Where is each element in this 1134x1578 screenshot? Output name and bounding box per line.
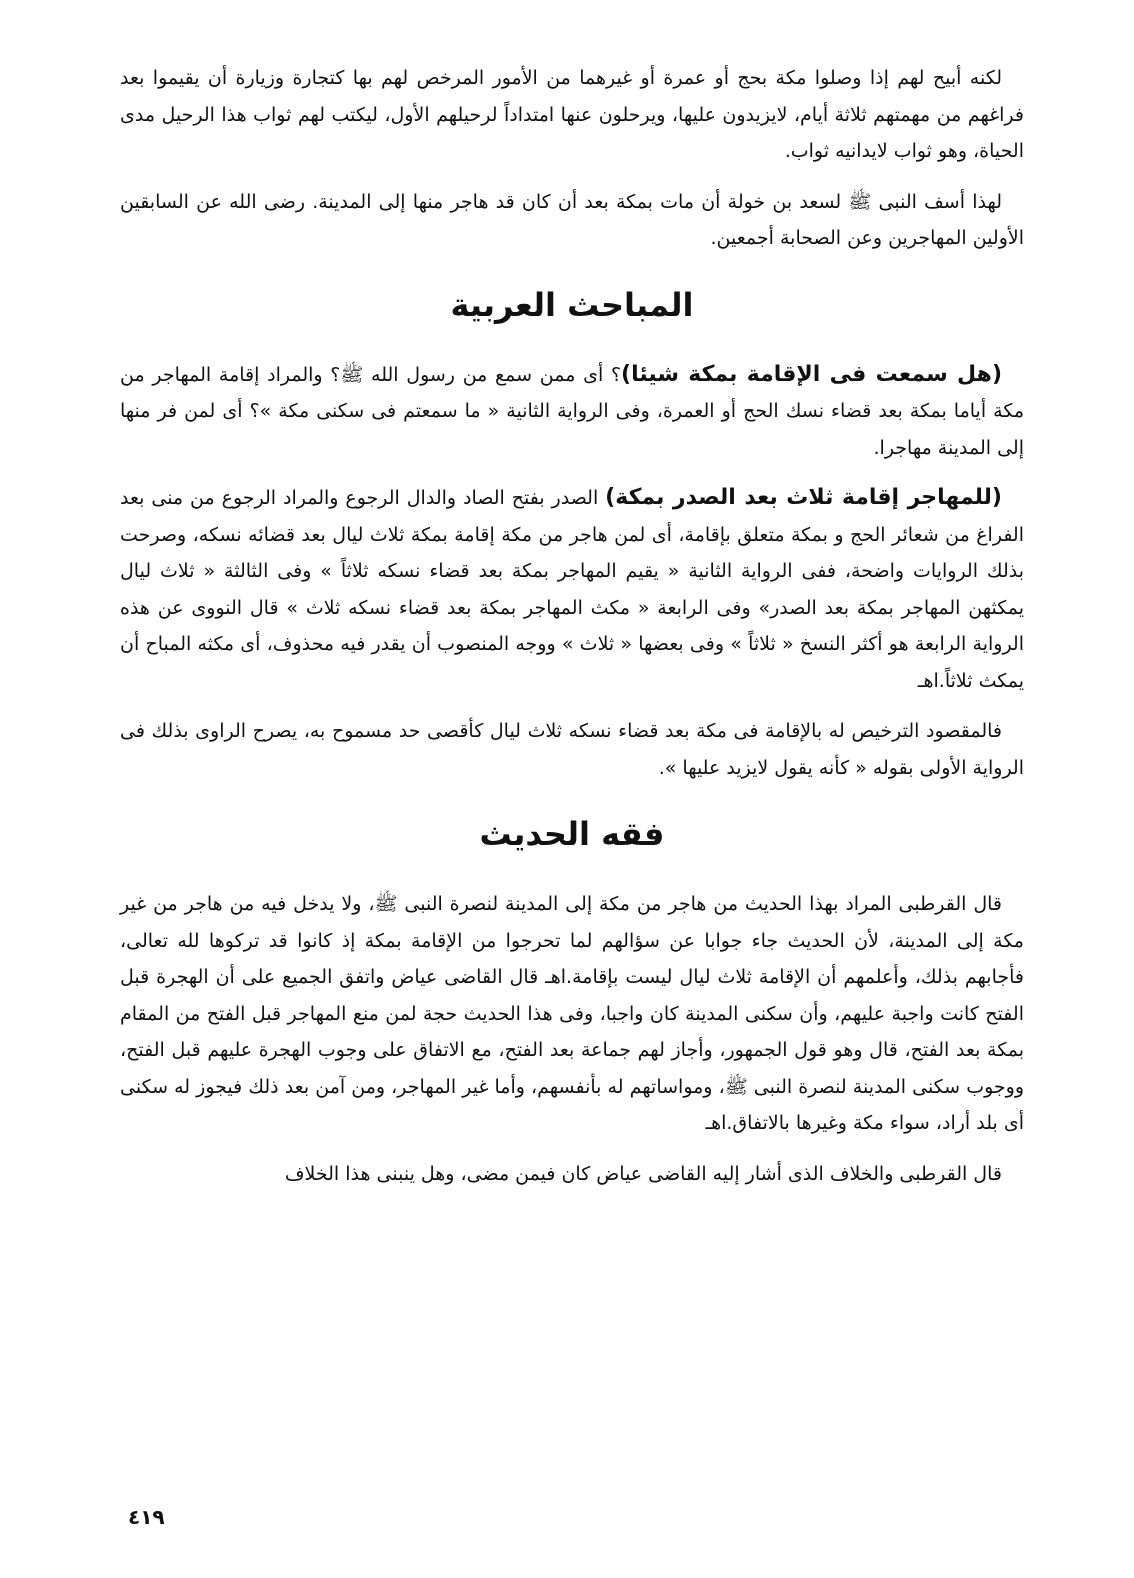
section-heading-hadith-jurisprudence: فقه الحديث — [479, 815, 665, 853]
paragraph-text: ؟ أى ممن سمع من رسول الله ﷺ؟ والمراد إقامة المهاجر من مكة أياما بمكة بعد قضاء نسك الحج أو العمرة، وفى الرواية الثانية « ما سمعتم فى سكنى مكة »؟ أى لمن فر منها إلى المدينة مهاجرا. — [120, 363, 1024, 459]
section2-paragraph-1 — [120, 886, 1024, 1142]
section-heading-arabic-topics: المباحث العربية — [450, 285, 694, 324]
paragraph-text: لهذا أسف النبى ﷺ لسعد بن خولة أن مات بمكة بعد أن كان قد هاجر منها إلى المدينة. رضى الله عن السابقين الأولين المهاجرين وعن الصحابة أجمعين. — [120, 190, 1024, 249]
bold-lead-phrase: (هل سمعت فى الإقامة بمكة شيئا) — [621, 361, 1002, 387]
bold-lead-phrase: (للمهاجر إقامة ثلاث بعد الصدر بمكة) — [605, 485, 1002, 510]
paragraph-text: قال القرطبى المراد بهذا الحديث من هاجر من مكة إلى المدينة لنصرة النبى ﷺ، ولا يدخل فيه من هاجر من غير مكة إلى المدينة، لأن الحديث جاء جوابا عن سؤالهم لما تحرجوا من الإقامة بمكة إذ كانوا قد تركوها لله تعالى، فأجابهم بذلك، وأعلمهم أن الإقامة ثلاث ليال ليست بإقامة.اهـ قال القاضى عياض واتفق الجميع على أن الهجرة قبل الفتح كانت واجبة عليهم، وأن سكنى المدينة كان واجبا، وفى هذا الحديث حجة لمن منع المهاجر قبل الفتح من المقام بمكة بعد الفتح، قال وهو قول الجمهور، وأجاز لهم جماعة بعد الفتح، مع الاتفاق على وجوب الهجرة عليهم قبل الفتح، ووجوب سكنى المدينة لنصرة النبى ﷺ، ومواساتهم له بأنفسهم، وأما غير المهاجر، ومن آمن بعد ذلك فيجوز له سكنى أى بلد أراد، سواء مكة وغيرها بالاتفاق.اهـ — [120, 893, 1024, 1134]
section2-paragraph-2 — [120, 1156, 1024, 1193]
paragraph-text: الصدر بفتح الصاد والدال الرجوع والمراد الرجوع من منى بعد الفراغ من شعائر الحج و بمكة متعلق بإقامة، أى لمن هاجر من مكة إقامة بمكة ثلاث ليال بعد قضائه نسكه، وصرحت بذلك الروايات واضحة، ففى الرواية الثانية « يقيم المهاجر بمكة بعد قضاء نسكه ثلاثاً » وفى الثالثة « ثلاث ليال يمكثهن المهاجر بمكة بعد الصدر» وفى الرابعة « مكث المهاجر بمكة بعد قضاء نسكه ثلاث » قال النووى عن هذه الرواية الرابعة هو أكثر النسخ « ثلاثاً » وفى بعضها « ثلاث » ووجه المنصوب أن يقدر فيه محذوف، أى مكثه المباح أن يمكث ثلاثاً.اهـ — [120, 487, 1024, 692]
section1-paragraph-2 — [120, 480, 1024, 699]
page-number: ٤١٩ — [128, 1505, 165, 1529]
section1-paragraph-1 — [120, 357, 1024, 467]
intro-paragraph-1 — [120, 60, 1024, 170]
section1-paragraph-3 — [120, 713, 1024, 786]
paragraph-text: لكنه أبيح لهم إذا وصلوا مكة بحج أو عمرة أو غيرهما من الأمور المرخص لهم بها كتجارة وزيارة أن يقيموا بعد فراغهم من مهمتهم ثلاثة أيام، لايزيدون عليها، ويرحلون عنها امتداداً لرحيلهم الأول، ليكتب لهم ثواب هذا الرحيل مدى الحياة، وهو ثواب لايدانيه ثواب. — [120, 67, 1024, 162]
intro-paragraph-2 — [120, 184, 1024, 257]
paragraph-text: فالمقصود الترخيص له بالإقامة فى مكة بعد قضاء نسكه ثلاث ليال كأقصى حد مسموح به، يصرح الراوى بذلك فى الرواية الأولى بقوله « كأنه يقول لايزيد عليها ». — [120, 720, 1024, 779]
document-page — [120, 60, 1024, 1206]
paragraph-text: قال القرطبى والخلاف الذى أشار إليه القاضى عياض كان فيمن مضى، وهل ينبنى هذا الخلاف — [284, 1162, 1002, 1185]
